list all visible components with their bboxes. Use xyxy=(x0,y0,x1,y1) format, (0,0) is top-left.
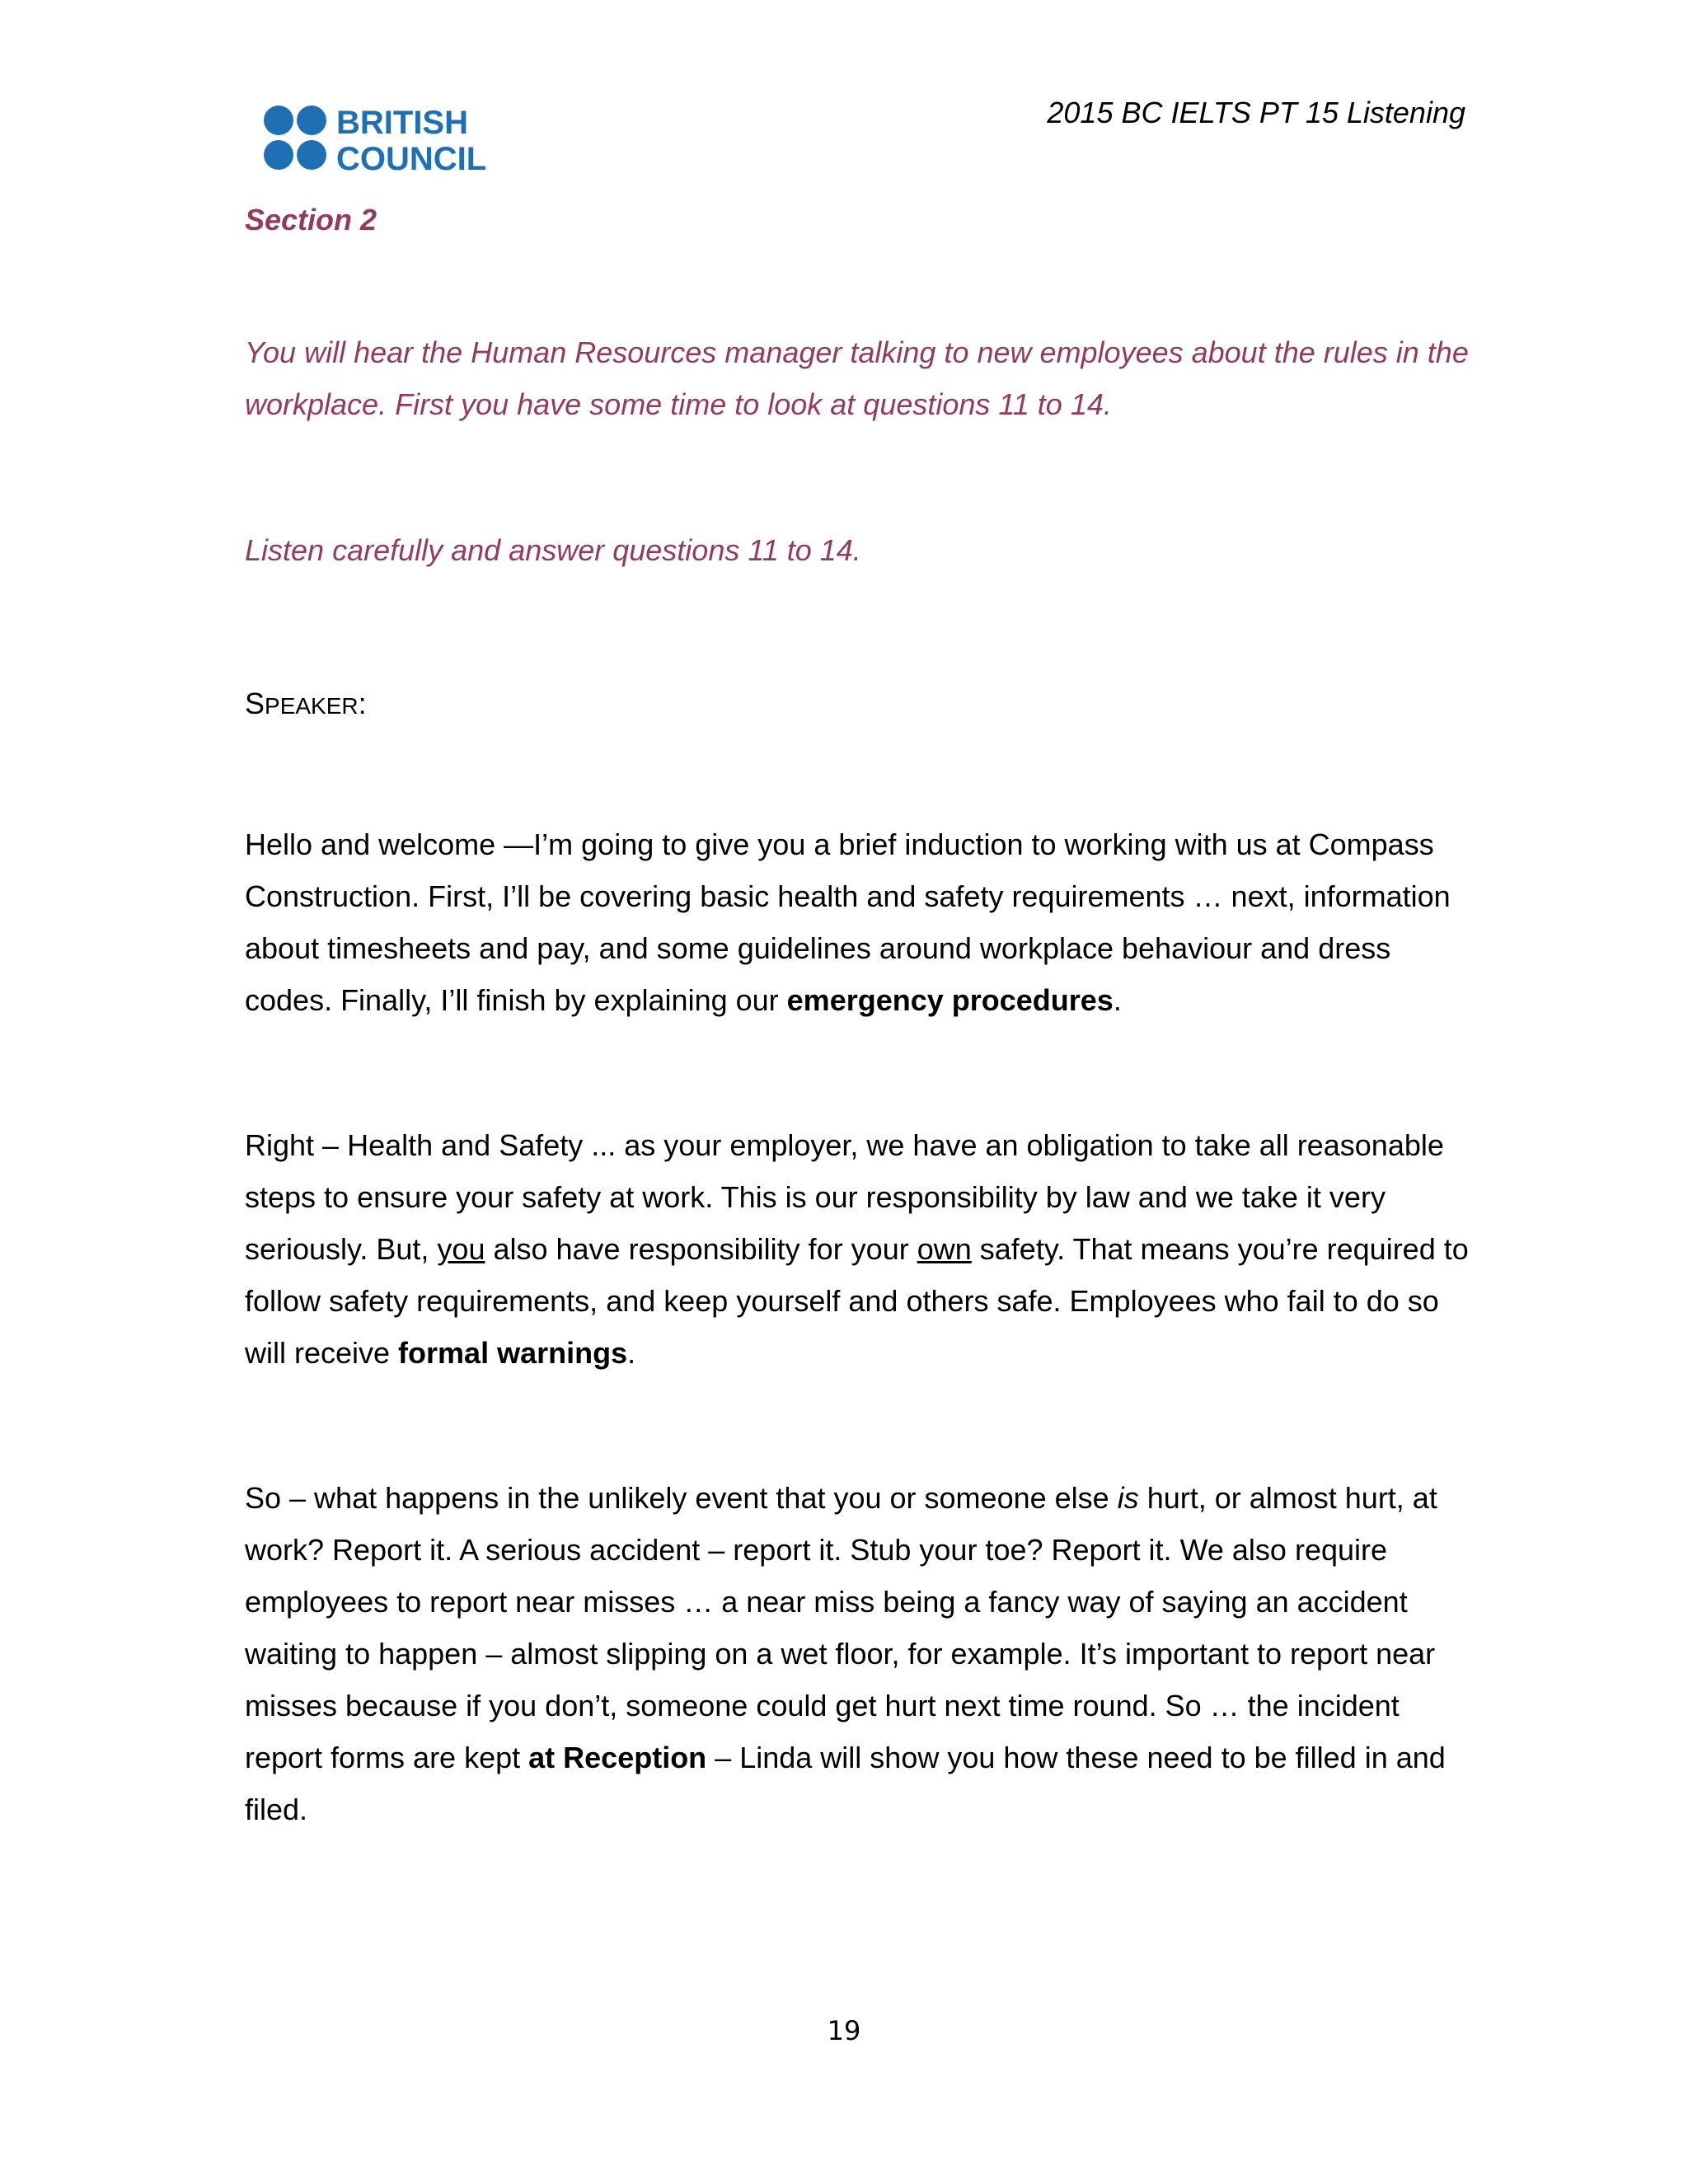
emphasis-at-reception: at Reception xyxy=(528,1741,707,1774)
logo-dot xyxy=(264,105,293,135)
paragraph-health-safety xyxy=(245,1119,1481,1379)
paragraph-text: So – what happens in the unlikely event that you or someone else xyxy=(245,1481,1118,1515)
document-title: 2015 BC IELTS PT 15 Listening xyxy=(1047,96,1465,129)
section-title: Section 2 xyxy=(245,203,377,237)
emphasis-emergency-procedures: emergency procedures xyxy=(786,983,1114,1017)
listen-instructions: Listen carefully and answer questions 11 to 14. xyxy=(245,533,861,567)
british-council-logo xyxy=(262,101,501,176)
paragraph-text: . xyxy=(1113,983,1122,1017)
paragraph-text: – Linda will show you how these need to be filled in and filed. xyxy=(245,1741,1446,1826)
speaker-label xyxy=(245,677,367,732)
paragraph-text: also have responsibility for your xyxy=(485,1232,917,1266)
logo-text-line2: COUNCIL xyxy=(336,141,487,176)
underline-own: own xyxy=(917,1232,972,1266)
logo-text-line1: BRITISH xyxy=(336,105,468,141)
paragraph-text: hurt, or almost hurt, at work? Report it. A serious accident – report it. Stub your toe? Report it. We also require employees to report near misses … a near miss being a fancy way of saying an accident waiting to happen – almost slipping on a wet floor, for example. It’s important to report near misses because if you don’t, someone could get hurt next time round. So … the incident report forms are kept xyxy=(245,1481,1437,1774)
intro-instructions: You will hear the Human Resources manager talking to new employees about the rules in the workplace. First you have some time to look at questions 11 to 14. xyxy=(245,335,1469,421)
emphasis-formal-warnings: formal warnings xyxy=(398,1336,628,1370)
paragraph-text: Right – Health and Safety ... as your employer, we have an obligation to take all reasonable steps to ensure your safety at work. This is our responsibility by law and we take it very seriously. But, xyxy=(245,1128,1444,1266)
logo-graphic xyxy=(262,101,501,176)
speaker-label-rest: PEAKER xyxy=(265,693,359,719)
page-number: 19 xyxy=(827,2015,861,2046)
logo-dot xyxy=(297,140,326,170)
paragraph-text: safety. That means you’re required to follow safety requirements, and keep yourself and others safe. Employees who fail to do so will receive xyxy=(245,1232,1469,1370)
paragraph-induction xyxy=(245,818,1481,1026)
paragraph-text: . xyxy=(627,1336,636,1370)
logo-dot xyxy=(297,105,326,135)
speaker-label-initial: S xyxy=(245,687,265,720)
italic-is: is xyxy=(1117,1481,1139,1515)
speaker-label-colon: : xyxy=(358,687,367,720)
paragraph-text: Hello and welcome —I’m going to give you a brief induction to working with us at Compass Construction. First, I’ll be covering basic health and safety requirements … next, information about timesheets and pay, and some guidelines around workplace behaviour and dress codes. Finally, I’ll finish by explaining our xyxy=(245,827,1451,1017)
underline-you: you xyxy=(437,1232,485,1266)
logo-dot xyxy=(264,140,293,170)
paragraph-reporting xyxy=(245,1472,1481,1835)
